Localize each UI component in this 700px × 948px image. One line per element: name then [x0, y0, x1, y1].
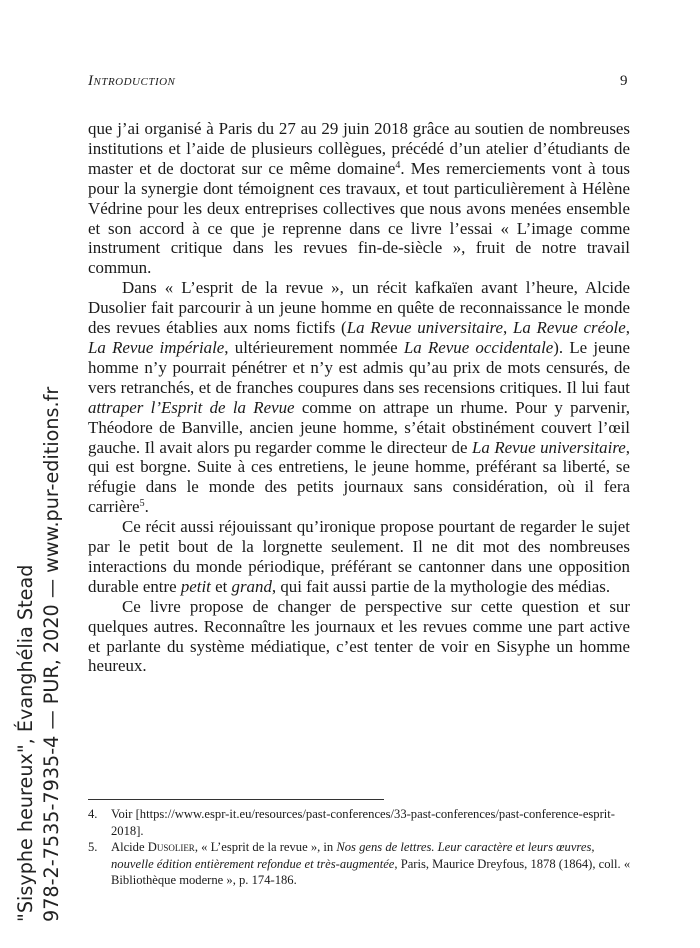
text-run: ,	[502, 318, 513, 338]
paragraph-1	[88, 119, 630, 278]
text-run: Dans « L’esprit de la revue », un récit kafkaïen avant l’heure, Alcide Dusolier fait parcourir à un jeune homme en quête de reconnaissance le monde des revues établies aux noms fictifs (	[88, 278, 630, 338]
italic-title: La Revue universitaire	[471, 437, 626, 457]
text-run: ). Le jeune homme n’y pourrait pénétrer et n’y est admis qu’au prix de mots censurés, de vers retranchés, et de franches coupures dans ses recensions critiques. Il lui faut	[88, 337, 630, 397]
italic-phrase: attraper l’Esprit de la Revue	[88, 397, 295, 417]
text-run: et	[210, 576, 232, 596]
running-header-title: Introduction	[88, 73, 176, 89]
italic-title: La Revue occidentale	[403, 337, 554, 357]
text-run: , Paris, Maurice Dreyfous, 1878 (1864), coll. « Bibliothèque moderne », p. 174-186.	[111, 856, 631, 888]
footnote-divider	[88, 799, 384, 800]
text-run: comme on attrape un rhume. Pour y parvenir, Théodore de Banville, ancien jeune homme, s’était obstinément couvert l’œil gauche. Il avait alors pu regarder comme le directeur de	[88, 397, 630, 457]
footnote-ref-4[interactable]: 4	[395, 159, 401, 171]
text-run: , qui est borgne. Suite à ces entretiens, le jeune homme, préférant sa liberté, se réfugie dans le monde des petits journaux sans considération, où il fera carrière	[88, 437, 630, 517]
running-header	[88, 73, 628, 91]
text-run: Ce récit aussi réjouissant qu’ironique propose pourtant de regarder le sujet par le petit bout de la lorgnette seulement. Il ne dit mot des nombreuses interactions du monde périodique, préférant se cantonner dans une opposition durable entre	[88, 517, 630, 596]
text-run: ,	[625, 318, 630, 338]
text-run: , « L’esprit de la revue », in	[194, 840, 337, 855]
text-run: , ultérieurement nommée	[224, 337, 404, 357]
footnote-link[interactable]: Voir [https://www.espr-it.eu/resources/past-conferences/33-past-conferences/past-conference-esprit-2018].	[111, 807, 615, 838]
main-text	[88, 119, 630, 676]
footnote-number: 4.	[88, 807, 98, 821]
text-run: , qui fait aussi partie de la mythologie des médias.	[271, 576, 611, 596]
text-run: Ce livre propose de changer de perspective sur cette question et sur quelques autres. Reconnaître les journaux et les revues comme une part active et parlante du système médiatique, c’est tenter de voir en Sisyphe un homme heureux.	[88, 596, 630, 676]
paragraph-2	[88, 278, 630, 517]
footnote-4	[88, 806, 632, 839]
watermark-line-2: 978-2-7535-7935-4 — PUR, 2020 — www.pur-editions.fr	[40, 386, 63, 922]
text-run: . Mes remerciements vont à tous pour la synergie dont témoignent ces travaux, et tout particulièrement à Hélène Védrine pour les deux entreprises collectives que nous avons menées ensemble et son accord à ce que je reprenne dans ce livre l’essai « L’image comme instrument critique dans les revues fin-de-siècle », fruit de notre travail commun.	[88, 158, 630, 278]
footnote-5	[88, 839, 632, 889]
footnotes	[88, 806, 632, 889]
italic-word: grand	[231, 576, 272, 596]
text-run: Alcide	[111, 840, 148, 855]
italic-word: petit	[180, 576, 211, 596]
italic-title: La Revue impériale	[88, 337, 225, 357]
italic-title: La Revue créole	[512, 318, 626, 338]
text-run: .	[144, 497, 149, 517]
watermark-line-1: "Sisyphe heureux", Évanghélia Stead	[14, 564, 37, 922]
paragraph-4	[88, 597, 630, 677]
author-name: Dusolier	[147, 840, 195, 855]
footnote-ref-5[interactable]: 5	[139, 498, 145, 510]
page-number: 9	[620, 73, 628, 89]
italic-title: La Revue universitaire	[346, 318, 503, 338]
footnote-number: 5.	[88, 840, 98, 855]
paragraph-3	[88, 517, 630, 597]
italic-title: Nos gens de lettres. Leur caractère et leurs œuvres, nouvelle édition entièrement refondue et très-augmentée	[111, 840, 595, 871]
text-run: que j’ai organisé à Paris du 27 au 29 juin 2018 grâce au soutien de nombreuses institutions et l’aide de plusieurs collègues, précédé d’un atelier d’étudiants de master et de doctorat sur ce même domaine	[88, 119, 630, 178]
